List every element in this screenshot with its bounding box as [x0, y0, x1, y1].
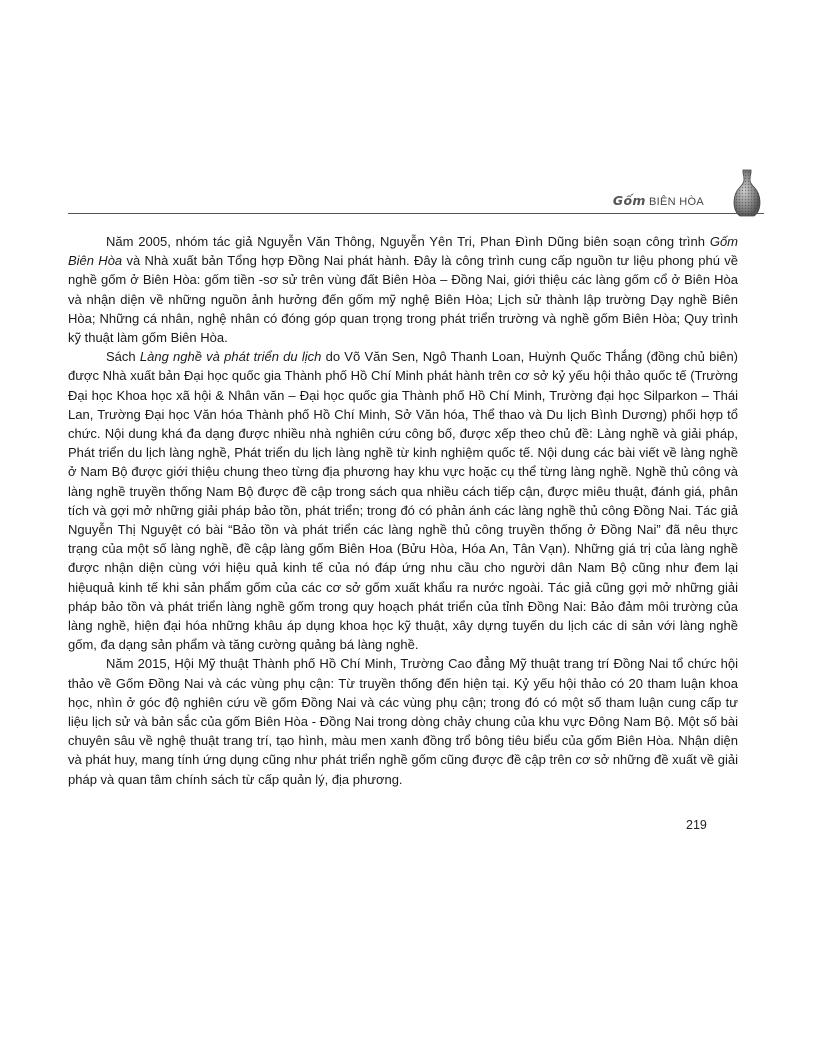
paragraph	[68, 232, 738, 347]
page-number: 219	[686, 818, 707, 832]
header-subtitle: BIÊN HÒA	[649, 196, 704, 208]
vase-icon	[732, 168, 762, 218]
body-text	[68, 232, 738, 789]
paragraph	[68, 347, 738, 654]
book-title: Làng nghề và phát triển du lịch	[139, 349, 322, 365]
running-header	[68, 176, 764, 214]
text-run: Sách	[106, 349, 140, 365]
header-rule	[68, 213, 764, 214]
paragraph: Năm 2015, Hội Mỹ thuật Thành phố Hồ Chí Minh, Trường Cao đẳng Mỹ thuật trang trí Đồng Nai tổ chức hội thảo về Gốm Đồng Nai và các vùng phụ cận: Từ truyền thống đến hiện tại. Kỷ yếu hội thảo có 20 tham luận khoa học, nhìn ở góc độ nghiên cứu về gốm Đồng Nai và các vùng phụ cận; trong đó có một số tham luận cung cấp tư liệu lịch sử và bản sắc của gốm Biên Hòa - Đồng Nai trong dòng chảy chung của khu vực Đông Nam Bộ. Một số bài chuyên sâu về nghệ thuật trang trí, tạo hình, màu men xanh đồng trổ bông tiêu biểu của gốm Biên Hòa. Nhận diện và phát huy, mang tính ứng dụng cũng như phát triển nghề gốm cũng được đề cập trên cơ sở những đề xuất về giải pháp và quan tâm chính sách từ cấp quản lý, địa phương.	[68, 656, 738, 787]
header-title	[613, 193, 704, 208]
text-run: do Võ Văn Sen, Ngô Thanh Loan, Huỳnh Quốc Thắng (đồng chủ biên) được Nhà xuất bản Đại học quốc gia Thành phố Hồ Chí Minh phát hành trên cơ sở kỷ yếu hội thảo quốc tế (Trường Đại học Khoa học xã hội & Nhân văn – Đại học quốc gia Thành phố Hồ Chí Minh, Trường đại học Silparkon – Thái Lan, Trường Đại học Văn hóa Thành phố Hồ Chí Minh, Sở Văn hóa, Thể thao và Du lịch Bình Dương) phối hợp tổ chức. Nội dung khá đa dạng được nhiều nhà nghiên cứu công bố, được xếp theo chủ đề: Làng nghề và giải pháp, Phát triển du lịch làng nghề, Phát triển du lịch làng nghề từ kinh nghiệm quốc tế. Nội dung các bài viết về làng nghề ở Nam Bộ được giới thiệu chung theo từng địa phương hay khu vực hoặc cụ thể từng làng nghề. Nghề thủ công và làng nghề truyền thống Nam Bộ được đề cập trong sách qua nhiều cách tiếp cận, được miêu thuật, đánh giá, phân tích và gợi mở những giải pháp bảo tồn, phát triển; trong đó có phản ánh các làng nghề thủ công Đồng Nai. Tác giả Nguyễn Thị Nguyệt có bài “Bảo tồn và phát triển các làng nghề thủ công truyền thống ở Đồng Nai” đã nêu thực trạng của một số làng nghề, đề cập làng gốm Biên Hoa (Bửu Hòa, Hóa An, Tân Vạn). Những giá trị của làng nghề được nhận diện cùng với hiệu quả kinh tế của nó đáp ứng nhu cầu cho người dân Nam Bộ cũng như đem lại hiệuquả kinh tế khi sản phẩm gốm của các cơ sở gốm xuất khẩu ra nước ngoài. Tác giả cũng gợi mở những giải pháp bảo tồn và phát triển làng nghề gốm trong quy hoạch phát triển của tỉnh Đồng Nai: Bảo đảm môi trường của làng nghề, hiện đại hóa những khâu áp dụng khoa học kỹ thuật, xây dựng tuyến du lịch các di sản với làng nghề gốm, đa dạng sản phẩm và tăng cường quảng bá làng nghề.	[68, 349, 738, 653]
header-brand: Gốm	[612, 193, 646, 208]
book-title: Gốm Biên Hòa	[68, 234, 738, 269]
text-run: và Nhà xuất bản Tổng hợp Đồng Nai phát hành. Đây là công trình cung cấp nguồn tư liệu phong phú về nghề gốm ở Biên Hòa: gốm tiền -sơ sử trên vùng đất Biên Hòa – Đồng Nai, giới thiệu các làng gốm cổ ở Biên Hòa và nhận diện về những nguồn ảnh hưởng đến gốm mỹ nghệ Biên Hòa; Lịch sử thành lập trường Dạy nghề Biên Hòa; Những cá nhân, nghệ nhân có đóng góp quan trọng trong phát triển trường và nghề gốm Biên Hòa; Quy trình kỹ thuật làm gốm Biên Hòa.	[68, 253, 738, 346]
text-run: Năm 2005, nhóm tác giả Nguyễn Văn Thông, Nguyễn Yên Tri, Phan Đình Dũng biên soạn công trình	[106, 234, 710, 249]
